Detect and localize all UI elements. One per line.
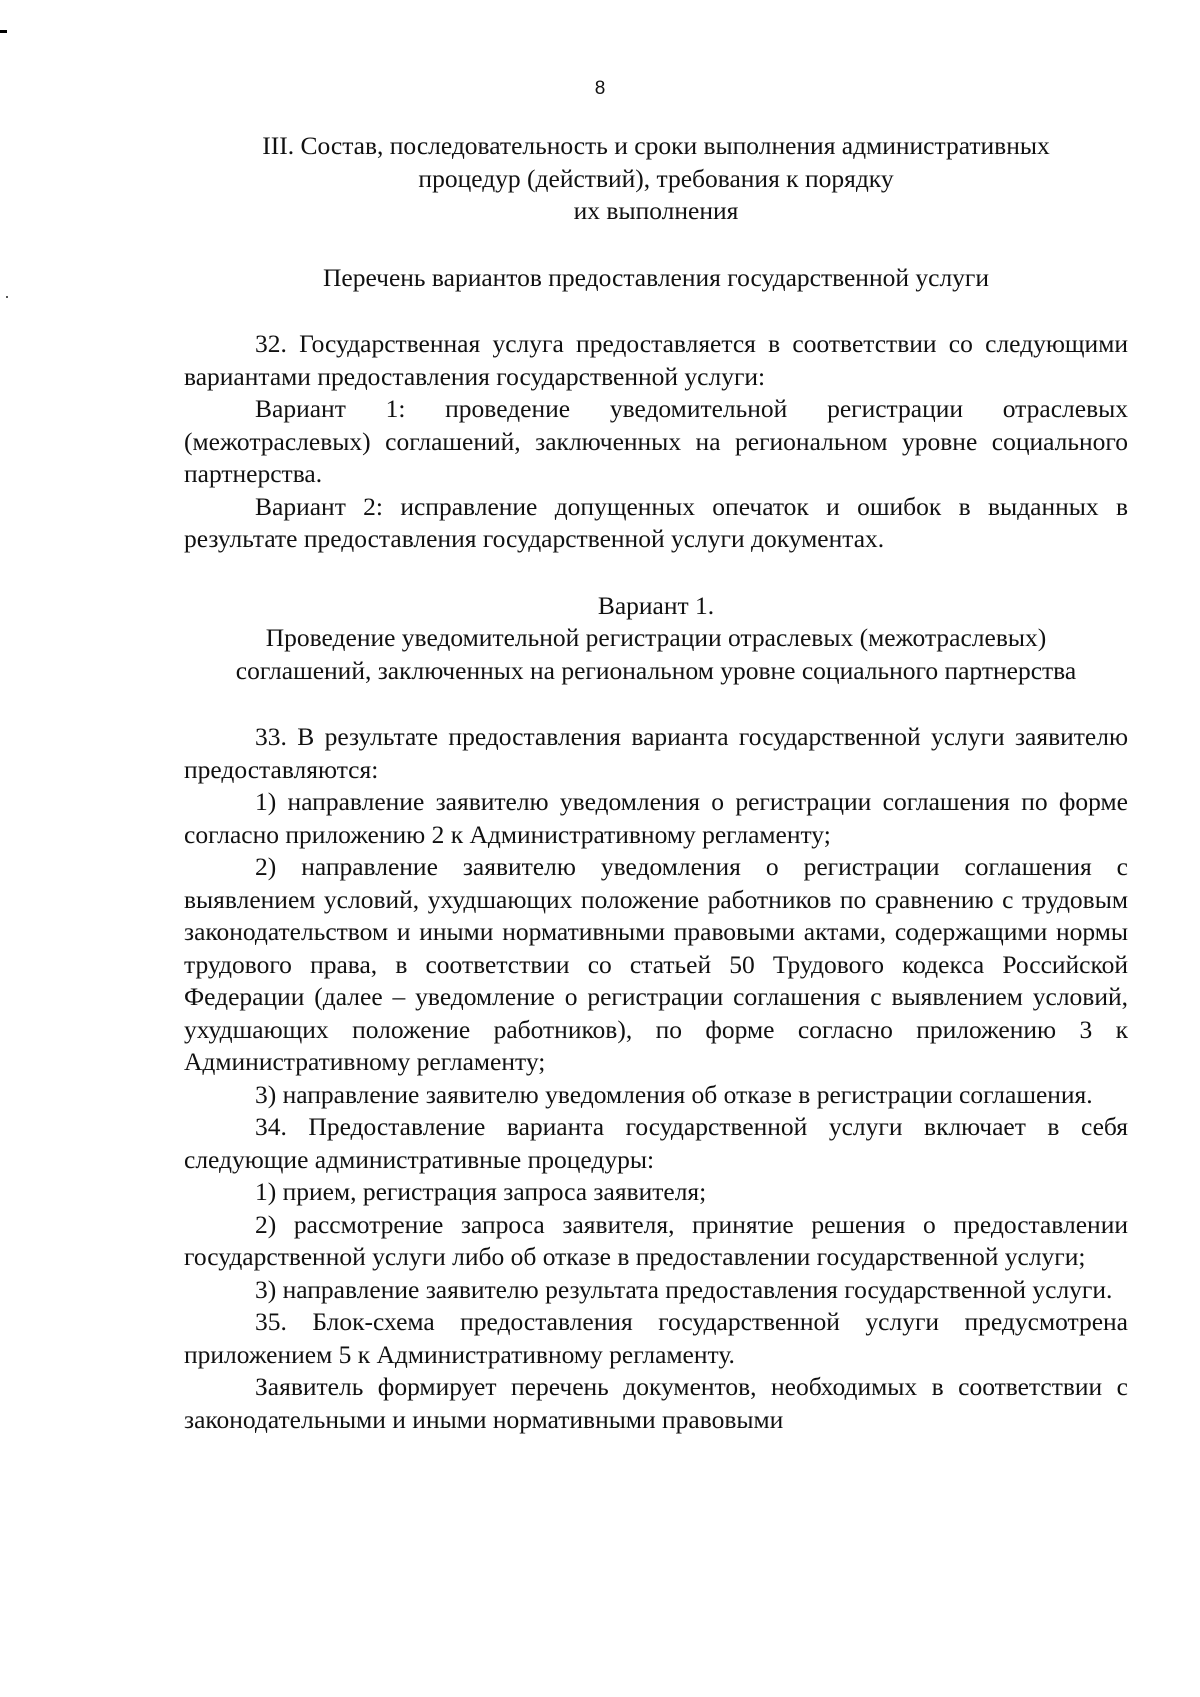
- paragraph-34: 34. Предоставление варианта государственной услуги включает в себя следующие административные процедуры:: [184, 1112, 1128, 1174]
- paragraph-33-item-3: 3) направление заявителю уведомления об отказе в регистрации соглашения.: [255, 1079, 1093, 1109]
- paragraph-35: 35. Блок-схема предоставления государственной услуги предусмотрена приложением 5 к Административному регламенту.: [184, 1307, 1128, 1369]
- paragraph-variant-1: Вариант 1: проведение уведомительной регистрации отраслевых (межотраслевых) соглашений, заключенных на региональном уровне социального партнерства.: [184, 394, 1128, 488]
- paragraph-34-item-1: 1) прием, регистрация запроса заявителя;: [255, 1177, 707, 1206]
- subheading: Перечень вариантов предоставления государственной услуги: [322, 262, 990, 292]
- paragraph-34-item-2: 2) рассмотрение запроса заявителя, принятие решения о предоставлении государственной услуги либо об отказе в предоставлении государственной услуги;: [184, 1209, 1128, 1271]
- section-heading-line: их выполнения: [573, 196, 739, 225]
- variant-heading: [184, 590, 1128, 688]
- paragraph-33: 33. В результате предоставления варианта государственной услуги заявителю предоставляются:: [184, 722, 1128, 784]
- page-number: 8: [594, 78, 606, 99]
- paragraph-33-item-2: 2) направление заявителю уведомления о регистрации соглашения с выявлением условий, ухудшающих положение работников по сравнению с трудовым законодательством и иными нормативными правовыми актами, содержащими нормы трудового права, в соответствии со статьей 50 Трудового кодекса Российской Федерации (далее – уведомление о регистрации соглашения с выявлением условий, ухудшающих положение работников), по форме согласно приложению 3 к Административному регламенту;: [184, 852, 1128, 1076]
- scan-artifact-dot: [6, 296, 8, 298]
- paragraph-applicant: Заявитель формирует перечень документов, необходимых в соответствии с законодательными и иными нормативными правовыми: [184, 1372, 1128, 1434]
- variant-heading-title: Вариант 1.: [597, 590, 715, 620]
- paragraph-32: 32. Государственная услуга предоставляется в соответствии со следующими вариантами предоставления государственной услуги:: [184, 329, 1128, 391]
- variant-heading-line: соглашений, заключенных на региональном уровне социального партнерства: [235, 655, 1077, 685]
- paragraph-33-item-1: 1) направление заявителю уведомления о регистрации соглашения по форме согласно приложению 2 к Административному регламенту;: [184, 787, 1128, 849]
- variant-heading-line: Проведение уведомительной регистрации отраслевых (межотраслевых): [265, 623, 1047, 652]
- section-heading-line: процедур (действий), требования к порядку: [418, 163, 894, 193]
- document-body: [184, 130, 1128, 1436]
- section-heading-line: III. Состав, последовательность и сроки выполнения административных: [262, 131, 1050, 160]
- paragraph-variant-2: Вариант 2: исправление допущенных опечаток и ошибок в выданных в результате предоставления государственной услуги документах.: [184, 491, 1128, 553]
- scan-artifact-mark: [0, 30, 7, 33]
- paragraph-34-item-3: 3) направление заявителю результата предоставления государственной услуги.: [255, 1274, 1113, 1304]
- section-heading: [184, 130, 1128, 228]
